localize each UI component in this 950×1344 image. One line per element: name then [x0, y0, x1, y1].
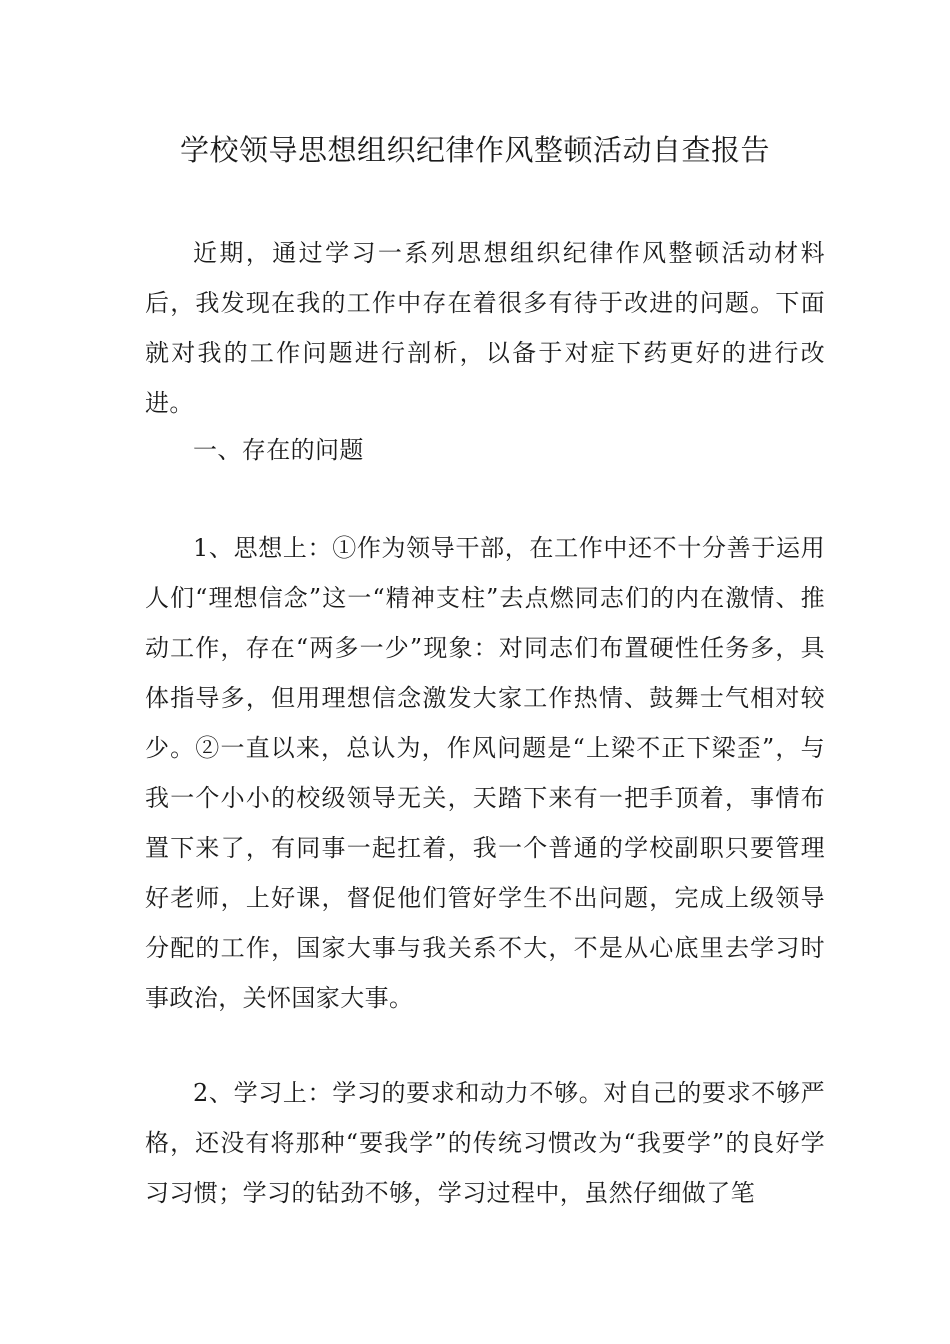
intro-paragraph: 近期，通过学习一系列思想组织纪律作风整顿活动材料后，我发现在我的工作中存在着很多有待于改进的问题。下面就对我的工作问题进行剖析，以备于对症下药更好的进行改进。 — [145, 239, 825, 417]
paragraph-study: 2、学习上：学习的要求和动力不够。对自己的要求不够严格，还没有将那种“要我学”的传统习惯改为“我要学”的良好学习习惯；学习的钻劲不够，学习过程中，虽然仔细做了笔 — [145, 1079, 825, 1207]
section-heading-problems: 一、存在的问题 — [193, 436, 364, 464]
paragraph-ideology: 1、思想上：①作为领导干部，在工作中还不十分善于运用人们“理想信念”这一“精神支柱”去点燃同志们的内在激情、推动工作，存在“两多一少”现象：对同志们布置硬性任务多，具体指导多，但用理想信念激发大家工作热情、鼓舞士气相对较少。②一直以来，总认为，作风问题是“上梁不正下梁歪”，与我一个小小的校级领导无关，天踏下来有一把手顶着，事情布置下来了，有同事一起扛着，我一个普通的学校副职只要管理好老师，上好课，督促他们管好学生不出问题，完成上级领导分配的工作，国家大事与我关系不大，不是从心底里去学习时事政治，关怀国家大事。 — [145, 534, 825, 1012]
document-title: 学校领导思想组织纪律作风整顿活动自查报告 — [179, 133, 770, 167]
